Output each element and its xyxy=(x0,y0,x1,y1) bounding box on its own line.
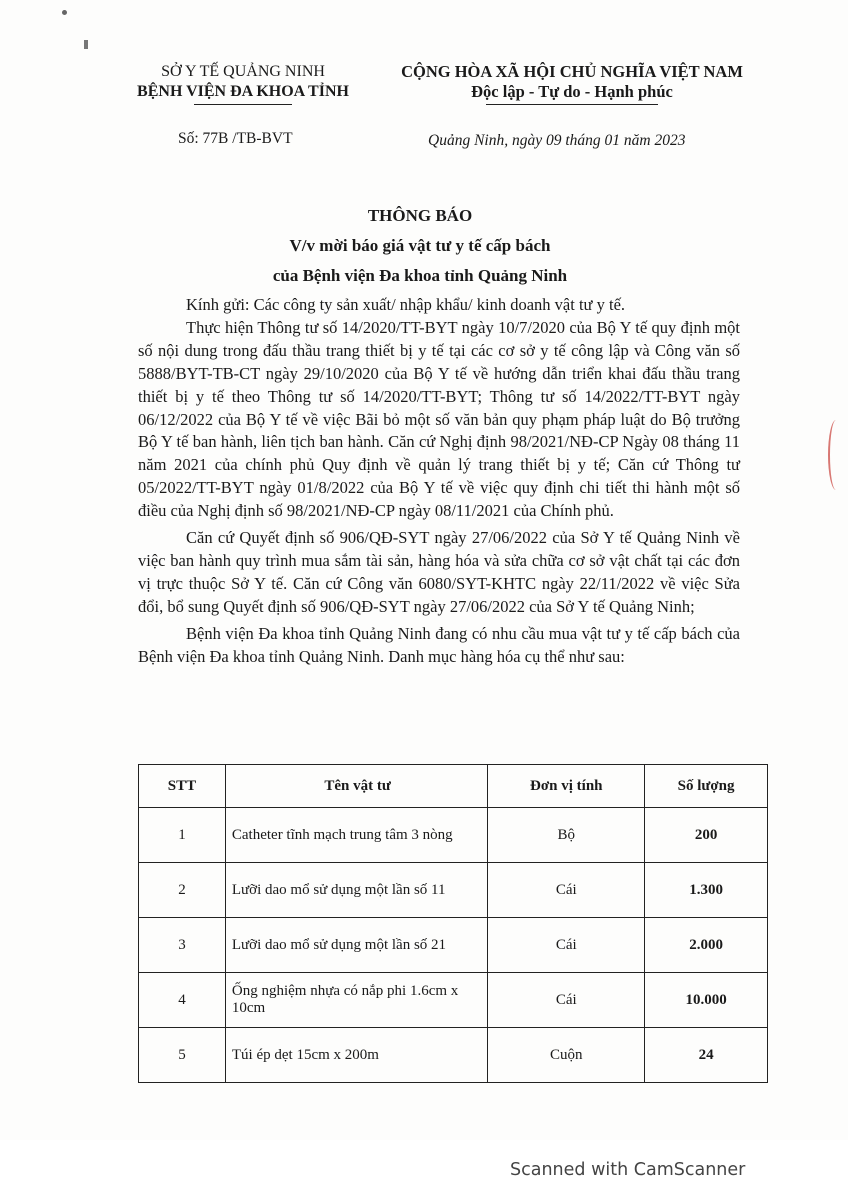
cell-stt: 3 xyxy=(139,918,226,973)
cell-unit: Cuộn xyxy=(488,1028,645,1083)
cell-stt: 1 xyxy=(139,808,226,863)
cell-unit: Cái xyxy=(488,918,645,973)
cell-unit: Bộ xyxy=(488,808,645,863)
table-header-row xyxy=(139,765,768,808)
notice-title-block xyxy=(130,201,710,291)
cell-qty: 1.300 xyxy=(645,863,768,918)
greeting: Kính gửi: Các công ty sản xuất/ nhập khẩu/ kinh doanh vật tư y tế. xyxy=(186,295,626,314)
cell-qty: 10.000 xyxy=(645,973,768,1028)
items-table xyxy=(138,764,768,1083)
notice-subject-line1: V/v mời báo giá vật tư y tế cấp bách xyxy=(289,236,551,255)
scanner-watermark: Scanned with CamScanner xyxy=(510,1160,746,1180)
national-motto: Độc lập - Tự do - Hạnh phúc xyxy=(471,82,673,101)
cell-name: Ống nghiệm nhựa có nắp phi 1.6cm x 10cm xyxy=(225,973,488,1028)
stamp-edge-mark xyxy=(828,420,844,490)
cell-qty: 24 xyxy=(645,1028,768,1083)
national-motto-block xyxy=(382,62,762,105)
cell-qty: 200 xyxy=(645,808,768,863)
notice-body xyxy=(138,294,740,669)
issuer-department: SỞ Y TẾ QUẢNG NINH xyxy=(161,63,325,80)
notice-subject-line2: của Bệnh viện Đa khoa tỉnh Quảng Ninh xyxy=(272,266,568,285)
cell-unit: Cái xyxy=(488,973,645,1028)
notice-title: THÔNG BÁO xyxy=(367,206,473,225)
cell-name: Catheter tĩnh mạch trung tâm 3 nòng xyxy=(225,808,488,863)
cell-name: Lưỡi dao mổ sử dụng một lần số 11 xyxy=(225,863,488,918)
table-row xyxy=(139,973,768,1028)
scan-speck xyxy=(62,10,67,15)
cell-name: Túi ép dẹt 15cm x 200m xyxy=(225,1028,488,1083)
document-date: Quảng Ninh, ngày 09 tháng 01 năm 2023 xyxy=(428,132,686,149)
table-row xyxy=(139,808,768,863)
paragraph-legal-basis: Thực hiện Thông tư số 14/2020/TT-BYT ngày 10/7/2020 của Bộ Y tế quy định một số nội dung trong đấu thầu trang thiết bị y tế tại các cơ sở y tế công lập và Công văn số 5888/BYT-TB-CT ngày 29/10/2020 của Bộ Y tế về hướng dẫn triển khai đấu thầu trang thiết bị y tế theo Thông tư số 14/2020/TT-BYT; Thông tư số 14/2022/TT-BYT ngày 06/12/2022 của Bộ Y tế về việc Bãi bỏ một số văn bản quy phạm pháp luật do Bộ trưởng Bộ Y tế ban hành, liên tịch ban hành. Căn cứ Nghị định 98/2021/NĐ-CP Ngày 08 tháng 11 năm 2021 của chính phủ Quy định về quản lý trang thiết bị y tế; Căn cứ Thông tư 05/2022/TT-BYT ngày 01/8/2022 của Bộ Y tế về việc quy định chi tiết thi hành một số điều của Nghị định số 98/2021/NĐ-CP ngày 08/11/2021 của Chính phủ. xyxy=(138,317,740,521)
motto-underline xyxy=(486,104,658,105)
cell-unit: Cái xyxy=(488,863,645,918)
issuer-hospital: BỆNH VIỆN ĐA KHOA TỈNH xyxy=(137,83,349,100)
table-row xyxy=(139,1028,768,1083)
cell-stt: 2 xyxy=(139,863,226,918)
col-header-name: Tên vật tư xyxy=(225,765,488,808)
cell-stt: 4 xyxy=(139,973,226,1028)
paragraph-demand: Bệnh viện Đa khoa tỉnh Quảng Ninh đang có nhu cầu mua vật tư y tế cấp bách của Bệnh viện Đa khoa tỉnh Quảng Ninh. Danh mục hàng hóa cụ thể như sau: xyxy=(138,623,740,666)
col-header-unit: Đơn vị tính xyxy=(488,765,645,808)
paragraph-decision-basis: Căn cứ Quyết định số 906/QĐ-SYT ngày 27/06/2022 của Sở Y tế Quảng Ninh về việc ban hành quy trình mua sắm tài sản, hàng hóa và sửa chữa cơ sở vật chất tại các đơn vị trực thuộc Sở Y tế. Căn cứ Công văn 6080/SYT-KHTC ngày 22/11/2022 về việc Sửa đổi, bổ sung Quyết định số 906/QĐ-SYT ngày 27/06/2022 của Sở Y tế Quảng Ninh; xyxy=(138,528,740,616)
col-header-qty: Số lượng xyxy=(645,765,768,808)
national-title: CỘNG HÒA XÃ HỘI CHỦ NGHĨA VIỆT NAM xyxy=(401,62,743,81)
cell-qty: 2.000 xyxy=(645,918,768,973)
scan-speck xyxy=(84,40,88,49)
cell-stt: 5 xyxy=(139,1028,226,1083)
document-number: Số: 77B /TB-BVT xyxy=(178,130,293,147)
issuer-underline xyxy=(194,104,292,105)
cell-name: Lưỡi dao mổ sử dụng một lần số 21 xyxy=(225,918,488,973)
table-row xyxy=(139,863,768,918)
col-header-stt: STT xyxy=(139,765,226,808)
table-row xyxy=(139,918,768,973)
issuer-block xyxy=(112,62,374,105)
